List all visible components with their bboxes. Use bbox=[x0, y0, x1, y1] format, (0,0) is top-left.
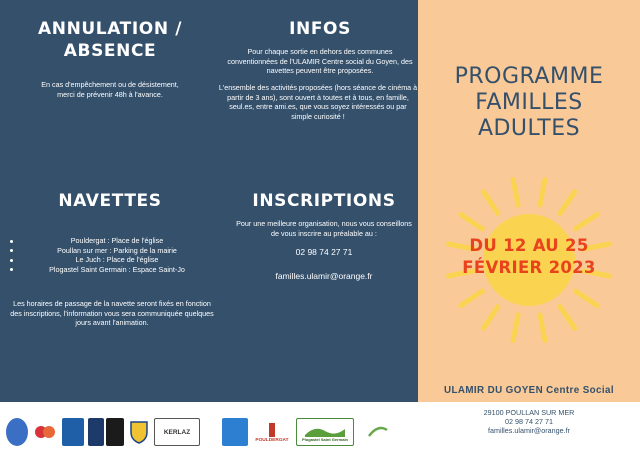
programme-title-line2: FAMILLES bbox=[475, 90, 583, 115]
list-item: Plogastel Saint Germain : Espace Saint-Jo bbox=[10, 265, 210, 275]
inscriptions-email[interactable]: familles.ulamir@orange.fr bbox=[275, 271, 373, 281]
sun-ray bbox=[540, 180, 545, 206]
kerlaz-logo-text: KERLAZ bbox=[163, 428, 191, 436]
inscriptions-text: Pour une meilleure organisation, nous vous conseillons de vous inscrire au préalable au : bbox=[236, 219, 412, 238]
organisation-address: 29100 POULLAN SUR MER bbox=[483, 408, 575, 417]
annulation-title-line1: ANNULATION / bbox=[37, 19, 182, 39]
annulation-title bbox=[20, 18, 200, 62]
plogastel-logo bbox=[296, 418, 354, 446]
organisation-name: ULAMIR DU GOYEN Centre Social bbox=[443, 385, 614, 396]
sun-ray bbox=[560, 192, 575, 214]
sun-ray bbox=[483, 192, 498, 214]
swoosh-icon bbox=[367, 422, 389, 442]
navettes-note: Les horaires de passage de la navette seront fixés en fonction des inscriptions, l'information vous sera communiquée quelques jours avant l'animation. bbox=[10, 299, 214, 328]
partner-logo-6 bbox=[128, 418, 150, 446]
annulation-text: En cas d'empêchement ou de désistement, merci de prévenir 48h à l'avance. bbox=[41, 80, 179, 99]
list-item: Le Juch : Place de l'église bbox=[10, 255, 210, 265]
programme-title-line3: ADULTES bbox=[477, 116, 581, 141]
navettes-title: NAVETTES bbox=[58, 191, 162, 211]
sun-ray bbox=[576, 214, 598, 229]
inscriptions-title: INSCRIPTIONS bbox=[252, 191, 396, 211]
date-line1: DU 12 AU 25 bbox=[469, 236, 589, 255]
organisation-email[interactable]: familles.ulamir@orange.fr bbox=[488, 426, 570, 435]
programme-title bbox=[418, 64, 640, 142]
tower-icon bbox=[265, 422, 279, 438]
infos-paragraph-1: Pour chaque sortie en dehors des communes conventionnées de l'ULAMIR Centre social du Goyen, des navettes peuvent être proposées. bbox=[227, 47, 413, 76]
inscriptions-phone: 02 98 74 27 71 bbox=[295, 247, 353, 257]
partner-logo-8 bbox=[222, 418, 248, 446]
date-line2: FÉVRIER 2023 bbox=[462, 258, 596, 277]
partner-logo-4 bbox=[88, 418, 104, 446]
landscape-icon bbox=[305, 423, 345, 437]
programme-title-line1: PROGRAMME bbox=[454, 64, 604, 89]
sun-ray bbox=[513, 315, 518, 341]
partner-logo-2 bbox=[32, 418, 58, 446]
sun-ray bbox=[540, 315, 545, 341]
partner-logo-3 bbox=[62, 418, 84, 446]
sun-ray bbox=[560, 307, 575, 329]
sun-ray bbox=[513, 180, 518, 206]
organisation-phone: 02 98 74 27 71 bbox=[505, 417, 553, 426]
pouldergat-logo bbox=[252, 418, 292, 446]
infos-title: INFOS bbox=[289, 19, 351, 39]
sun-ray bbox=[461, 291, 483, 306]
sun-ray bbox=[461, 214, 483, 229]
pouldergat-logo-text: POULDERGAT bbox=[255, 437, 289, 443]
list-item: Pouldergat : Place de l'église bbox=[10, 236, 210, 246]
heart-shapes-icon bbox=[33, 420, 57, 444]
sun-ray bbox=[483, 307, 498, 329]
partner-logo-11 bbox=[366, 418, 390, 446]
kerlaz-logo bbox=[154, 418, 200, 446]
plogastel-logo-text: Plogastel Saint Germain bbox=[301, 436, 348, 442]
navettes-list bbox=[10, 236, 210, 274]
list-item: Poullan sur mer : Parking de la mairie bbox=[10, 246, 210, 256]
partner-logo-5 bbox=[106, 418, 124, 446]
shield-icon bbox=[129, 420, 149, 444]
infos-paragraph-2: L'ensemble des activités proposées (hors séance de cinéma à partir de 3 ans), sont ouvert à toutes et à tous, en famille, seul.es, entre ami.es, que vous soyez intéressés ou par simple curiosité ! bbox=[218, 83, 418, 121]
sun-ray bbox=[576, 291, 598, 306]
annulation-title-line2: ABSENCE bbox=[63, 41, 157, 61]
partner-logo-1 bbox=[6, 418, 28, 446]
